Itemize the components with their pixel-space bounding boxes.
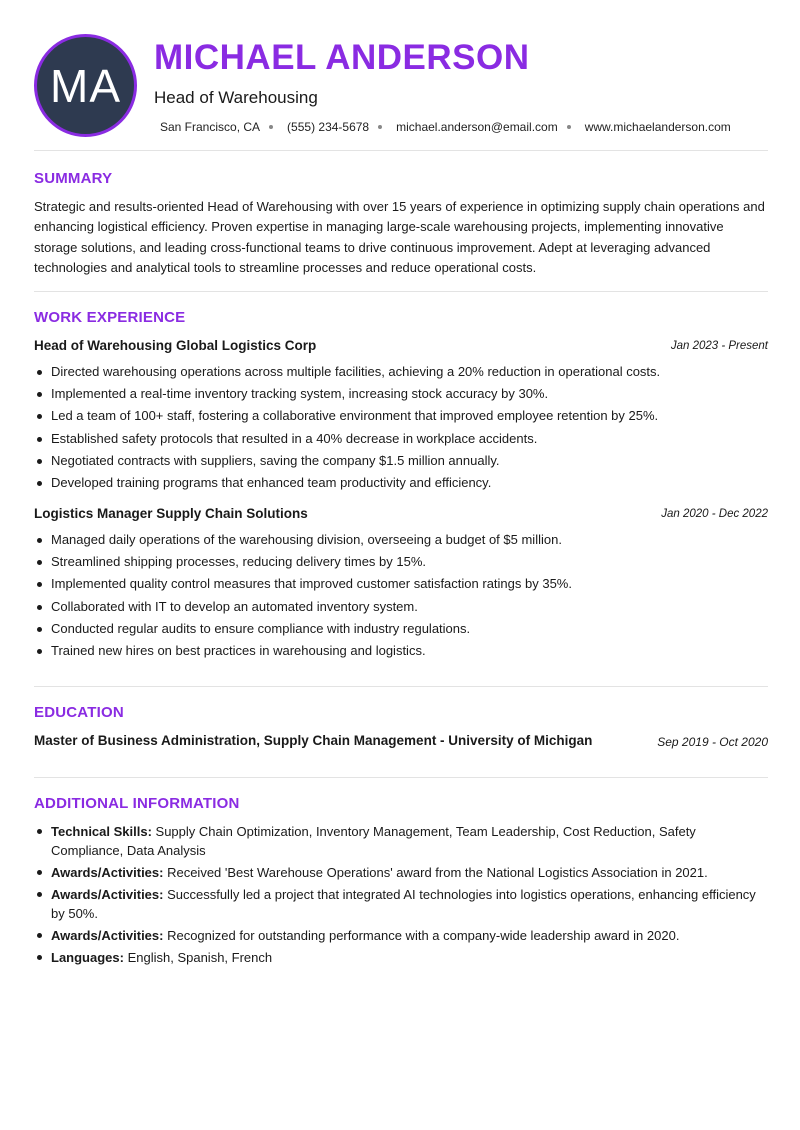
info-label: Awards/Activities: (51, 928, 164, 943)
job-header (34, 506, 768, 524)
separator-dot (567, 125, 571, 129)
additional-info-list (34, 822, 768, 970)
list-item: Implemented quality control measures that improved customer satisfaction ratings by 35%. (34, 575, 768, 597)
contact-bar (160, 120, 731, 134)
candidate-title: Head of Warehousing (154, 88, 318, 107)
divider (34, 686, 768, 687)
list-item: Streamlined shipping processes, reducing delivery times by 15%. (34, 553, 768, 575)
resume-header (34, 34, 768, 138)
list-item (34, 948, 768, 967)
job-role: Logistics Manager Supply Chain Solutions (34, 506, 308, 521)
list-item: Collaborated with IT to develop an automated inventory system. (34, 598, 768, 620)
list-item: Implemented a real-time inventory tracking system, increasing stock accuracy by 30%. (34, 385, 768, 407)
list-item: Led a team of 100+ staff, fostering a collaborative environment that improved employee retention by 25%. (34, 407, 768, 429)
avatar (34, 34, 137, 137)
list-item: Managed daily operations of the warehousing division, overseeing a budget of $5 million. (34, 531, 768, 553)
list-item: Negotiated contracts with suppliers, saving the company $1.5 million annually. (34, 452, 768, 474)
work-experience-heading: WORK EXPERIENCE (34, 309, 186, 326)
info-text: Received 'Best Warehouse Operations' award from the National Logistics Association in 2021. (163, 865, 708, 880)
list-item (34, 863, 768, 882)
list-item (34, 926, 768, 945)
separator-dot (269, 125, 273, 129)
list-item: Developed training programs that enhanced team productivity and efficiency. (34, 474, 768, 496)
job-role: Head of Warehousing Global Logistics Corp (34, 338, 317, 353)
info-label: Languages: (51, 950, 124, 965)
info-label: Technical Skills: (51, 824, 152, 839)
summary-text: Strategic and results-oriented Head of Warehousing with over 15 years of experience in optimizing supply chain operations and enhancing logistical efficiency. Proven expertise in managing large-scale warehousing projects, implementing innovative storage solutions, and leading cross-functional teams to drive continuous improvement. Adept at leveraging advanced technologies and analytical tools to streamline processes and reduce operational costs. (34, 199, 765, 275)
contact-phone: (555) 234-5678 (287, 120, 370, 134)
list-item (34, 822, 768, 860)
list-item: Conducted regular audits to ensure compliance with industry regulations. (34, 620, 768, 642)
job-date: Jan 2023 - Present (670, 340, 768, 352)
additional-info-heading: ADDITIONAL INFORMATION (34, 795, 240, 812)
candidate-name: MICHAEL ANDERSON (154, 38, 530, 77)
education-heading: EDUCATION (34, 704, 124, 721)
list-item: Trained new hires on best practices in warehousing and logistics. (34, 642, 768, 664)
education-date: Sep 2019 - Oct 2020 (657, 735, 768, 749)
info-label: Awards/Activities: (51, 865, 164, 880)
job-date: Jan 2020 - Dec 2022 (661, 508, 768, 520)
summary-heading: SUMMARY (34, 170, 113, 187)
info-text: Recognized for outstanding performance with a company-wide leadership award in 2020. (163, 928, 680, 943)
divider (34, 777, 768, 778)
divider (34, 150, 768, 151)
list-item (34, 885, 768, 923)
list-item: Established safety protocols that resulted in a 40% decrease in workplace accidents. (34, 430, 768, 452)
avatar-initials: MA (50, 59, 121, 112)
separator-dot (378, 125, 382, 129)
list-item: Directed warehousing operations across multiple facilities, achieving a 20% reduction in operational costs. (34, 363, 768, 385)
contact-location: San Francisco, CA (160, 120, 261, 134)
job-header (34, 338, 768, 356)
divider (34, 291, 768, 292)
education-entry (34, 733, 768, 751)
contact-email[interactable]: michael.anderson@email.com (396, 120, 558, 134)
education-degree: Master of Business Administration, Supply Chain Management - University of Michigan (34, 733, 593, 748)
info-text: Supply Chain Optimization, Inventory Management, Team Leadership, Cost Reduction, Safety Compliance, Data Analysis (51, 824, 696, 858)
info-text: English, Spanish, French (123, 950, 273, 965)
info-text: Successfully led a project that integrated AI technologies into logistics operations, enhancing efficiency by 50%. (51, 887, 756, 921)
contact-website[interactable]: www.michaelanderson.com (584, 120, 731, 134)
info-label: Awards/Activities: (51, 887, 164, 902)
job-bullets (34, 531, 768, 664)
job-bullets (34, 363, 768, 496)
